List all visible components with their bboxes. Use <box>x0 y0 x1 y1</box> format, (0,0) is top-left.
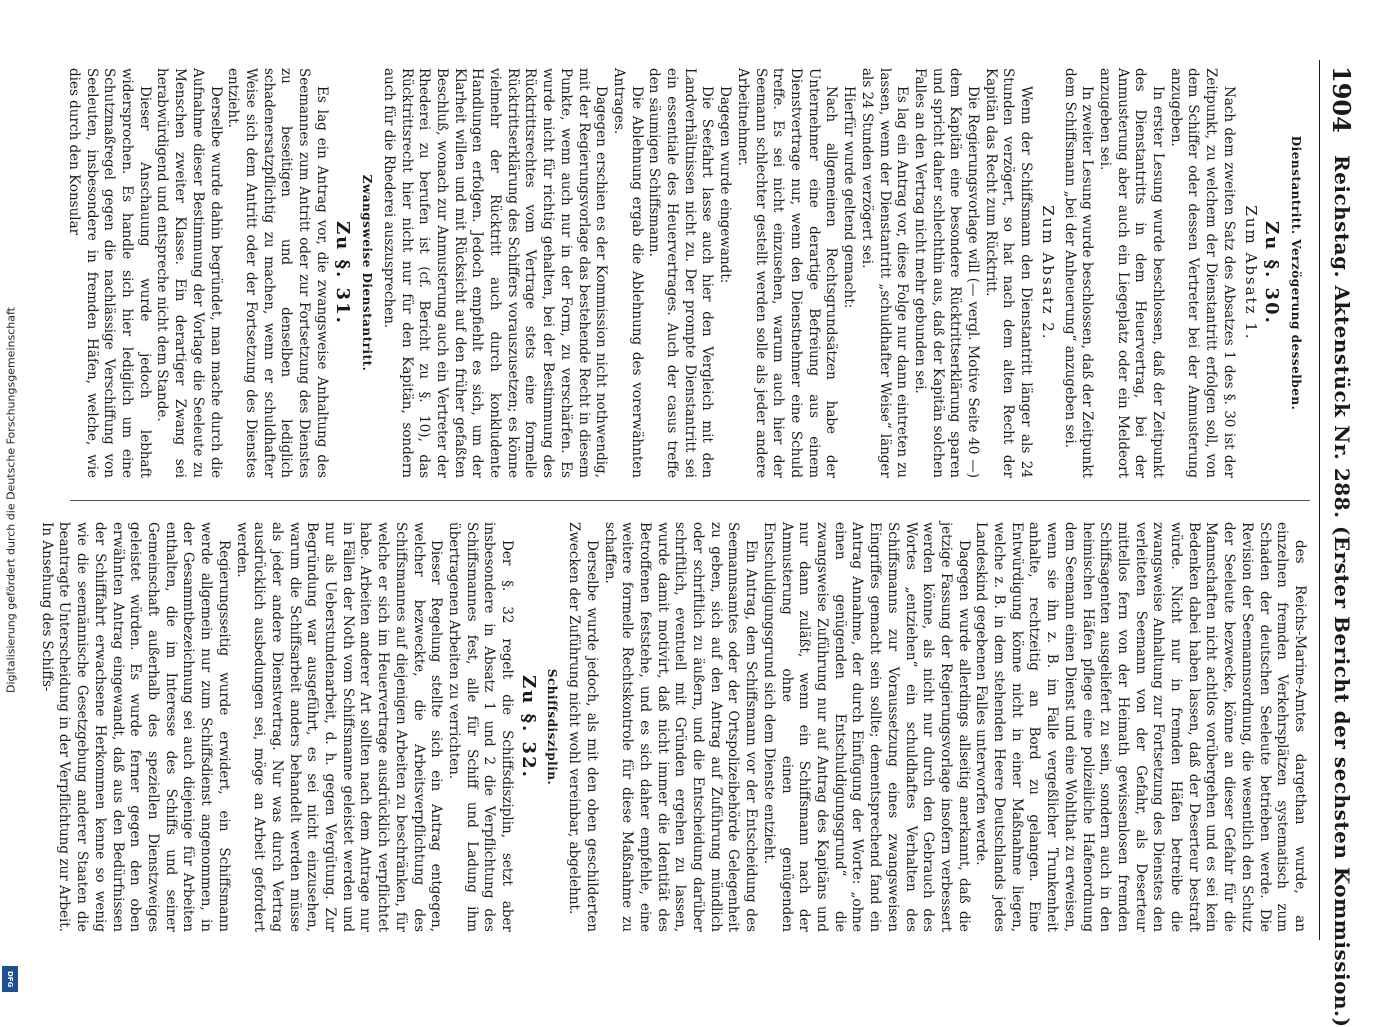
side-title: Dienstantritt. Verzögerung desselben. <box>1289 135 1303 411</box>
section-heading: Zu §. 32. <box>517 675 539 779</box>
scanned-sheet <box>38 60 1360 1027</box>
paragraph: Dagegen erschien es der Kommission nicht nothwendig, mit der Regierungsvorlage das bestehende Recht in diesem Punkte, wenn auch nur in der Form, zu verschärfen. Es wurde nicht für richtig gehalten, bei der Bestimmung des Rücktrittsrechtes vom Vertrage stets eine formelle Rücktrittserklärung des Schiffers vorauszusetzen; es könne vielmehr der Rücktritt auch durch konkludente Handlungen erfolgen. Jedoch empfiehlt es sich, um der Klarheit willen und mit Rücksicht auf den früher gefaßten Beschluß, wonach zur Anmusterung auch ein Vertreter der Rhederei zu berufen ist (cf. Bericht zu §. 10), das Rücktrittsrecht hier nicht nur für den Kapitän, sondern auch für die Rhederei auszusprechen. <box>380 68 610 478</box>
page-header <box>1319 60 1360 1027</box>
left-column <box>65 68 1308 478</box>
paragraph: Dagegen wurde eingewandt: <box>717 86 734 284</box>
paragraph: Ein Antrag, dem Schiffsmann vor der Entscheidung des Seemannsamtes oder der Ortspolizeibehörde Gelegenheit zu geben, sich auf den Antrag auf Zuführung mündlich oder schriftlich zu äußern, und die Entscheidung darüber schriftlich, eventuell mit Gründen ergehen zu lassen, wurde damit motivirt, daß nicht immer die Identität des Betroffenen feststehe, und es sich daher empfehle, eine weitere formelle Rechtskontrole für diese Maßnahme zu schaffen. <box>601 522 760 932</box>
credit-text: Digitalisierung gefördert durch die Deutsche Forschungsgemeinschaft <box>4 307 18 693</box>
paragraph: Hierfür wurde geltend gemacht: <box>841 86 858 309</box>
document-page <box>38 60 1360 1027</box>
paragraph: Es lag ein Antrag vor, diese Folge nur dann eintreten zu lassen, wenn der Dienstantritt „schuldhafter Weise“ länger als 24 Stunden verzögert sei. <box>858 68 911 478</box>
running-title: Reichstag. Aktenstück Nr. 288. (Erster Bericht der sechsten Kommission.) <box>1330 155 1354 1027</box>
section-heading: Zu §. 31. <box>332 221 354 325</box>
side-title: Schiffsdisziplin. <box>545 668 560 786</box>
paragraph: Derselbe wurde jedoch, als mit den oben geschilderten Zwecken der Zuführung nicht wohl vereinbar, abgelehnt. <box>566 522 600 932</box>
paragraph: Nach allgemeinen Rechtsgrundsätzen habe der Unternehmer eine derartige Befreiung aus einem Dienstvertrage nur, wenn den Dienstnehmer eine Schuld treffe. Es sei nicht einzusehen, warum auch hier der Seemann schlechter gestellt werden solle als jeder andere Arbeitnehmer. <box>734 68 840 478</box>
right-column <box>38 522 1308 932</box>
paragraph: Die Ablehnung ergab die Ablehnung des vorerwähnten Antrages. <box>610 68 645 478</box>
digitization-credit <box>0 0 22 1000</box>
subsection-heading: Zum Absatz 2. <box>1038 205 1057 341</box>
section-heading: Zu §. 30. <box>1261 221 1283 325</box>
paragraph: Dieser Anschauung wurde jedoch lebhaft widersprochen. Es handle sich hier lediglich um eine Schutzmaßregel gegen die nachlässige Verschiffung von Seeleuten, insbesondere in fremden Häfen, welche, wie dies durch den Konsular <box>65 68 153 478</box>
dfg-logo: DFG <box>2 966 18 992</box>
paragraph: Die Regierungsvorlage will (— vergl. Motive Seite 40 —) dem Kapitän eine besondere Rücktrittserklärung sparen und spricht daher schlechthin aus, daß der Kapitän solchen Falles an den Vertrag nicht mehr gebunden sei. <box>911 68 982 478</box>
paragraph: Nach dem zweiten Satz des Absatzes 1 des §. 30 ist der Zeitpunkt, zu welchem der Dienstantritt erfolgen soll, von dem Schiffer oder dessen Vertreter bei der Anmusterung anzugeben. <box>1167 68 1237 478</box>
paragraph: Es lag ein Antrag vor, die zwangsweise Anhaltung des Seemannes zum Antritt oder zur Fortsetzung des Dienstes zu beseitigen und denselben lediglich schadenersatzpflichtig zu machen, wenn er schuldhafter Weise sich dem Antritt oder der Fortsetzung des Dienstes entzieht. <box>225 68 330 478</box>
paragraph: Wenn der Schiffsmann den Dienstantritt länger als 24 Stunden verzögert, so hat nach dem alten Recht der Kapitän das Recht zum Rücktritt. <box>982 68 1035 478</box>
side-title: Zwangsweise Dienstantritt. <box>360 174 375 372</box>
paragraph: des Reichs-Marine-Amtes dargethan wurde, an einzelnen fremden Verkehrsplätzen systematisch zum Schaden der deutschen Seeleute betrieben werde. Die Revision der Seemannsordnung, die wesentlich den Schutz der Seeleute bezwecke, könne an dieser Gefahr für die Mannschaften nicht achtlos vorübergehen und es sei kein Bedenken dabei haben lassen, daß der Deserteur bestraft würde. Nicht nur in fremden Häfen betreibe die zwangsweise Anhaltung zur Fortsetzung des Dienstes den verleiteten Seemann von der Gefahr, als Deserteur mittellos fern von der Heimath gewissenlosen fremden Schiffsagenten ausgeliefert zu sein, sondern auch in den heimischen Häfen pflege eine polizeiliche Hafenordnung dem Seemann einen Dienst und eine Wohlthat zu erweisen, wenn sie ihn z. B. im Falle vergeßlicher Trunkenheit anhalte, rechtzeitig an Bord zu gelangen. Eine Entwürdigung könne nicht in einer Maßnahme liegen, welche z. B. in dem stehenden Heere Deutschlands jedes Landeskind gegebenen Falles unterworfen werde. <box>973 522 1308 932</box>
column-divider <box>70 500 1310 501</box>
paragraph: In erster Lesung wurde beschlossen, daß der Zeitpunkt des Dienstantritts in dem Heuervertrag, bei der Anmusterung aber auch ein Liegeplatz oder ein Meldeort anzugeben sei. <box>1096 68 1167 478</box>
paragraph: Dagegen wurde allerdings allseitig anerkannt, daß die jetzige Fassung der Regierungsvorlage insofern verbessert werden könne, als nicht nur durch den Gebrauch des Wortes „entziehen“ ein schuldhaftes Verhalten des Schiffsmanns zur Voraussetzung eines zwangsweisen Eingriffes gemacht sein sollte; dementsprechend fand ein Antrag Annahme, der durch Einfügung der Worte: „ohne einen genügenden Entschuldigungsgrund“ die zwangsweise Zuführung nur auf Antrag des Kapitäns und nur dann zuläßt, wenn ein Schiffsmann nach der Anmusterung ohne einen genügenden Entschuldigungsgrund sich dem Dienste entzieht. <box>760 522 972 932</box>
subsection-heading: Zum Absatz 1. <box>1241 205 1260 341</box>
paragraph: In zweiter Lesung wurde beschlossen, daß der Zeitpunkt dem Schiffsmann „bei der Anheuerung“ anzugeben sei. <box>1061 68 1096 478</box>
page-number: 1904 <box>1327 66 1356 133</box>
paragraph: Der §. 32 regelt die Schiffsdisziplin, setzt aber insbesondere in Absatz 1 und 2 die Verpflichtung des Schiffsmannes fest, alle für Schiff und Ladung ihm übertragenen Arbeiten zu verrichten. <box>445 522 516 932</box>
paragraph: Die Seefahrt lasse auch hier den Vergleich mit den Landverhältnissen nicht zu. Der prompte Dienstantritt sei ein essentiale des Heuervertrages. Auch der casus treffe den säumigen Schiffsmann. <box>646 68 716 478</box>
paragraph: Derselbe wurde dahin begründet, man mache durch die Aufnahme dieser Bestimmung der Vorlage die Seeleute zu Menschen zweiter Klasse. Ein derartiger Zwang sei herabwürdigend und entspreche nicht dem Stande. <box>154 68 224 478</box>
paragraph: Regierungsseitig wurde erwidert, ein Schiffsmann werde allgemein nur zum Schiffsdienst angenommen, in der Gesammtbezeichnung sei auch diejenige für Arbeiten enthalten, die im Interesse des Schiffs und seiner Gemeinschaft außerhalb des speziellen Dienstzweiges geleistet würden. Es wurde ferner gegen den oben erwähnten Antrag eingewandt, daß aus den Bedürfnissen der Schifffahrt erwachsene Herkommen kenne so wenig wie die seemännische Gesetzgebung anderer Staaten die beantragte Unterscheidung in der Verpflichtung zur Arbeit. In Ansehung des Schiffs- <box>38 522 232 932</box>
paragraph: Dieser Regelung stellte sich ein Antrag entgegen, welcher bezweckte, die Arbeitsverpflichtung des Schiffsmannes auf diejenigen Arbeiten zu beschränken, für welche er sich im Heuervertrage ausdrücklich verpflichtet habe. Arbeiten anderer Art sollten nach dem Antrage nur in Fällen der Noth vom Schiffsmanne geleistet werden und nur als Ueberstundenarbeit, d. h. gegen Vergütung. Zur Begründung war ausgeführt, es sei nicht einzusehen, warum die Schiffsarbeit anders behandelt werden müsse als jeder andere Dienstvertrag. Nur was durch Vertrag ausdrücklich ausbedungen sei, möge an Arbeit gefordert werden. <box>233 522 445 932</box>
